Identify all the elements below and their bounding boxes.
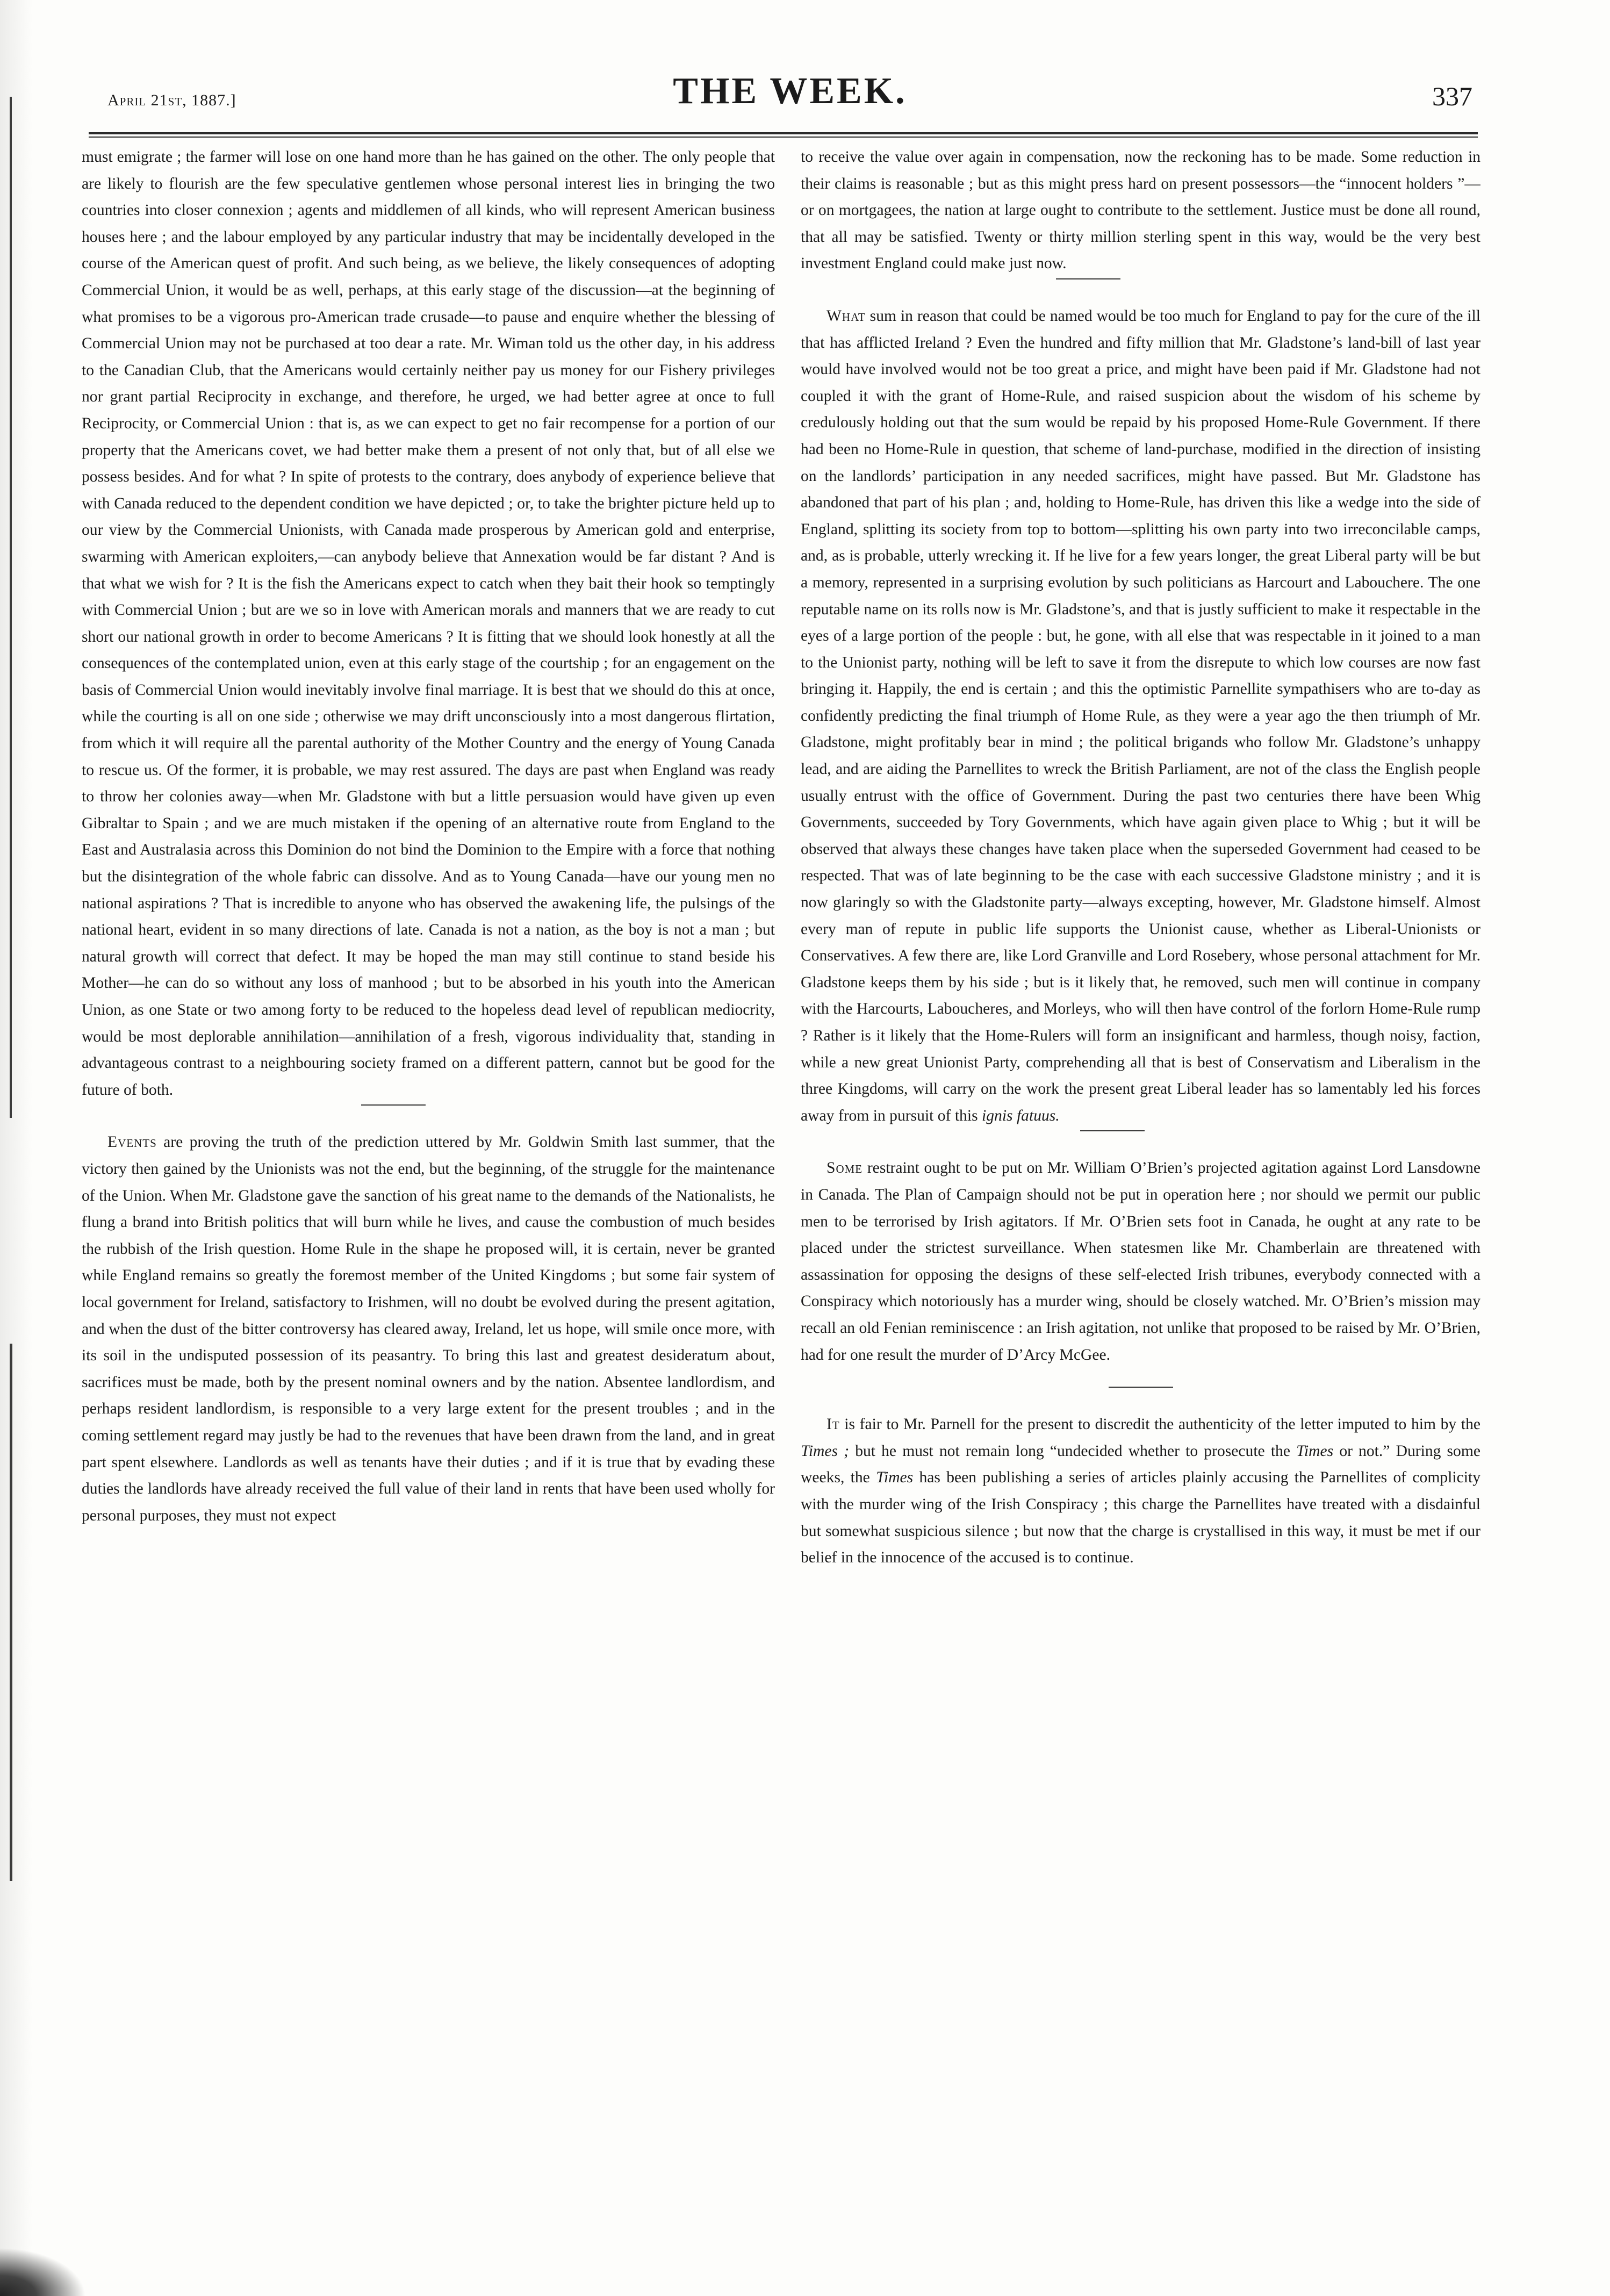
paragraph-obrien <box>801 1155 1480 1368</box>
paragraph-unionist-victory <box>82 1129 775 1529</box>
lead-word: Events <box>107 1133 157 1151</box>
page-edge-shadow <box>0 0 32 2296</box>
header-rule <box>89 132 1478 134</box>
paragraph-body: are proving the truth of the prediction uttered by Mr. Goldwin Smith last summer, that the victory then gained by the Unionists was not the end, but the beginning, of the struggle for the maintenance of the Union. When Mr. Gladstone gave the sanction of his great name to the demands of the Nationalists, he flung a brand into British politics that will burn while he lives, and cause the combustion of much besides the rubbish of the Irish question. Home Rule in the shape he proposed will, it is certain, never be granted while England remains so greatly the foremost member of the United Kingdoms ; but some fair system of local government for Ireland, satisfactory to Irishmen, will no doubt be evolved during the present agitation, and when the dust of the bitter controversy has cleared away, Ireland, let us hope, will smile once more, with its soil in the undisputed possession of its peasantry. To bring this last and greatest desideratum about, sacrifices must be made, both by the present nominal owners and by the nation. Absentee landlordism, and perhaps resident landlordism, is responsible to a very large extent for the present troubles ; and in the coming settlement regard may justly be had to the revenues that have been drawn from the land, and in great part spent elsewhere. Landlords as well as tenants have their duties ; and if it is true that by evading these duties the landlords have already received the full value of their land in rents that have been used wholly for personal purposes, they must not expect <box>82 1133 775 1524</box>
left-column <box>82 144 775 2267</box>
paragraph-body: sum in reason that could be named would be too much for England to pay for the cure of the ill that has afflicted Ireland ? Even the hundred and fifty million that Mr. Gladstone’s land-bill of last year would have involved would not be too great a price, and might have been paid if Mr. Gladstone had not coupled it with the grant of Home-Rule, and raised suspicion about the wisdom of his scheme by credulously holding out that the sum would be repaid by his proposed Home-Rule Government. If there had been no Home-Rule in question, that scheme of land-purchase, modified in the direction of insisting on the landlords’ participation in any needed sacrifices, might have passed. But Mr. Gladstone has abandoned that part of his plan ; and, holding to Home-Rule, has driven this like a wedge into the side of England, splitting its society from top to bottom—splitting his own party into two irreconcilable camps, and, as is probable, utterly wrecking it. If he live for a few years longer, the great Liberal party will be but a memory, represented in a surprising evolution by such politicians as Harcourt and Labouchere. The one reputable name on its rolls now is Mr. Gladstone’s, and that is justly sufficient to make it respectable in the eyes of a large portion of the people : but, he gone, with all else that was respectable in it joined to a man to the Unionist party, nothing will be left to save it from the disrepute to which low courses are now fast bringing it. Happily, the end is certain ; and this the optimistic Parnellite sympathisers who are to-day as confidently predicting the final triumph of Home Rule, as they were a year ago the then triumph of Mr. Gladstone, might profitably bear in mind ; the political brigands who follow Mr. Gladstone’s unhappy lead, and are aiding the Parnellites to wreck the British Parliament, are not of the class the English people usually entrust with the office of Government. During the past two centuries there have been Whig Governments, succeeded by Tory Governments, which have again given place to Whig ; but it will be observed that always these changes have taken place when the superseded Government had ceased to be respected. That was of late beginning to be the case with each successive Gladstone ministry ; and it is now glaringly so with the Gladstonite party—always excepting, however, Mr. Gladstone himself. Almost every man of repute in public life supports the Unionist cause, whether as Liberal-Unionists or Conservatives. A few there are, like Lord Granville and Lord Rosebery, whose personal attachment for Mr. Gladstone keeps them by his side ; but is it likely that, he removed, such men will continue in company with the Harcourts, Laboucheres, and Morleys, who will then have control of the forlorn Home-Rule rump ? Rather is it likely that the Home-Rulers will form an insignificant and harmless, though noisy, faction, while a new great Unionist Party, comprehending all that is best of Conservatism and Liberalism in the three Kingdoms, will carry on the work the present great Liberal leader has so lamentably led his forces away from in pursuit of this <box>801 307 1480 1124</box>
spacer <box>801 279 1480 303</box>
lead-word: Some <box>826 1159 863 1177</box>
publication-title: THE WEEK. <box>673 70 907 112</box>
paragraph-body: has been publishing a series of articles plainly accusing the Parnellites of complicity with the murder wing of the Irish Conspiracy ; this charge the Parnellites have treated with a disdainful but somewhat suspicious silence ; but now that the charge is crystallised in this way, it must be met if our belief in the innocence of the accused is to continue. <box>801 1469 1480 1567</box>
paragraph-body: is fair to Mr. Parnell for the present to discredit the authenticity of the letter imputed to him by the <box>839 1416 1480 1433</box>
italic-phrase: Times <box>876 1469 914 1487</box>
binding-mark <box>10 1344 12 1881</box>
paragraph-land-bill <box>801 303 1480 1129</box>
section-divider <box>1109 1387 1173 1388</box>
page-number: 337 <box>1432 81 1472 111</box>
binding-mark <box>10 97 12 1118</box>
lead-word: It <box>826 1416 840 1433</box>
paragraph-body: or not.” During some weeks, the <box>801 1442 1480 1487</box>
right-column <box>801 144 1480 2267</box>
italic-phrase: Times ; <box>801 1442 850 1460</box>
spacer <box>801 1131 1480 1155</box>
page-corner-shadow <box>0 2248 86 2296</box>
page-header <box>107 70 1472 129</box>
header-rule <box>89 137 1478 138</box>
paragraph-commercial-union: must emigrate ; the farmer will lose on one hand more than he has gained on the other. The only people that are likely to flourish are the few speculative gentlemen whose personal interest lies in bringing the two countries into closer connexion ; agents and middlemen of all kinds, who will represent American business houses here ; and the labour employed by any particular industry that may be incidentally developed in the course of the American quest of profit. And such being, as we believe, the likely consequences of adopting Commercial Union, it would be as well, perhaps, at this early stage of the discussion—at the beginning of what promises to be a vigorous pro-American trade crusade—to pause and enquire whether the blessing of Commercial Union may not be purchased at too dear a rate. Mr. Wiman told us the other day, in his address to the Canadian Club, that the Americans would certainly neither pay us money for our Fishery privileges nor grant partial Reciprocity in exchange, and therefore, he urged, we had better agree at once to full Reciprocity, or Commercial Union : that is, as we can expect to get no fair recompense for a portion of our property that the Americans covet, we had better make them a present of not only that, but of all else we possess besides. And for what ? In spite of protests to the contrary, does anybody of experience believe that with Canada reduced to the dependent condition we have depicted ; or, to take the brighter picture held up to our view by the Commercial Unionists, with Canada made prosperous by American gold and enterprise, swarming with American exploiters,—can anybody believe that Annexation would be far distant ? And is that what we wish for ? It is the fish the Americans expect to catch when they bait their hook so temptingly with Commercial Union ; but are we so in love with American morals and manners that we are ready to cut short our national growth in order to become Americans ? It is fitting that we should look honestly at all the consequences of the contemplated union, even at this early stage of the courtship ; for an engagement on the basis of Commercial Union would inevitably involve final marriage. It is best that we should do this at once, while the courting is all on one side ; otherwise we may drift unconsciously into a most dangerous flirtation, from which it will require all the parental authority of the Mother Country and the energy of Young Canada to rescue us. Of the former, it is probable, we may rest assured. The days are past when England was ready to throw her colonies away—when Mr. Gladstone with but a little persuasion would have given up even Gibraltar to Spain ; and we are much mistaken if the opening of an alternative route from England to the East and Australasia across this Dominion do not bind the Dominion to the Empire with a force that nothing but the disintegration of the whole fabric can dissolve. And as to Young Canada—have our young men no national aspirations ? That is incredible to anyone who has observed the awakening life, the pulsings of the national heart, evident in so many directions of late. Canada is not a nation, as the boy is not a man ; but natural growth will correct that defect. It may be hoped the man may still continue to stand beside his Mother—he can do so without any loss of manhood ; but to be absorbed in his youth into the American Union, as one State or two among forty to be reduced to the hopeless dead level of republican mediocrity, would be most deplorable annihilation—annihilation of a fresh, vigorous individuality that, standing in advantageous contrast to a neighbouring society framed on a different pattern, cannot but be good for the future of both. <box>82 148 775 1099</box>
issue-date: April 21st, 1887.] <box>107 91 236 109</box>
spacer <box>82 1106 775 1129</box>
italic-phrase: Times <box>1296 1442 1334 1460</box>
paragraph-body: restraint ought to be put on Mr. William O’Brien’s projected agitation against Lord Lansdowne in Canada. The Plan of Campaign should not be put in operation here ; nor should we permit our public men to be terrorised by Irish agitators. If Mr. O’Brien sets foot in Canada, he ought at any rate to be placed under the strictest surveillance. When statesmen like Mr. Chamberlain are threatened with assassination for opposing the designs of these self-elected Irish tribunes, everybody connected with a Conspiracy which notoriously has a murder wing, should be closely watched. Mr. O’Brien’s mission may recall an old Fenian reminiscence : an Irish agitation, not unlike that proposed to be raised by Mr. O’Brien, had for one result the murder of D’Arcy McGee. <box>801 1159 1480 1364</box>
italic-phrase: ignis fatuus. <box>982 1107 1060 1124</box>
paragraph-body: but he must not remain long “undecided whether to prosecute the <box>849 1442 1297 1460</box>
paragraph-parnell <box>801 1411 1480 1572</box>
lead-word: What <box>826 307 866 325</box>
paragraph-compensation: to receive the value over again in compensation, now the reckoning has to be made. Some reduction in their claims is reasonable ; but as this might press hard on present possessors—the “innocent holders ”—or on mortgagees, the nation at large ought to contribute to the settlement. Justice must be done all round, that all may be satisfied. Twenty or thirty million sterling spent in this way, would be the very best investment England could make just now. <box>801 148 1480 272</box>
